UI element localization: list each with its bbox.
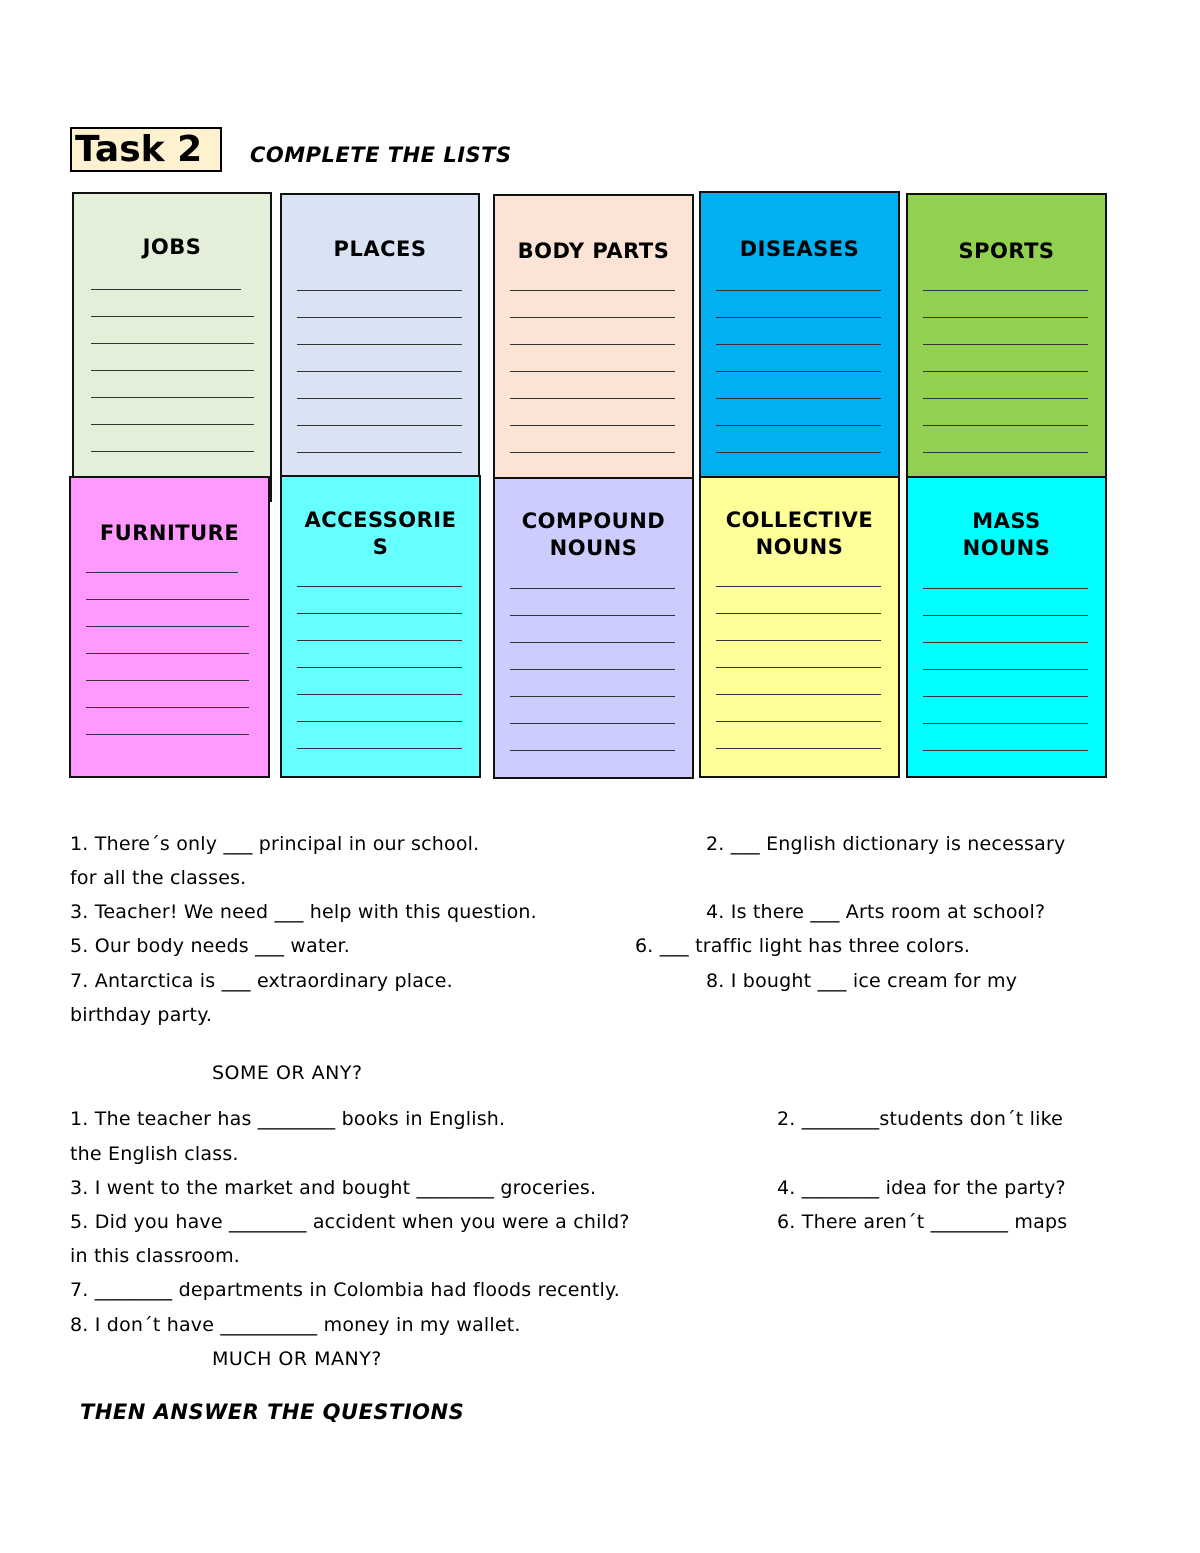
- blank-line[interactable]: [716, 586, 881, 587]
- blank-line[interactable]: [923, 371, 1088, 372]
- blank-line[interactable]: [86, 707, 249, 708]
- blank-line[interactable]: [716, 290, 881, 291]
- blank-line[interactable]: [923, 723, 1088, 724]
- blank-line[interactable]: [716, 748, 881, 749]
- blank-line[interactable]: [297, 640, 462, 641]
- blank-line[interactable]: [91, 289, 241, 290]
- blank-line[interactable]: [716, 371, 881, 372]
- blank-line[interactable]: [510, 723, 675, 724]
- blank-line[interactable]: [716, 640, 881, 641]
- blank-line[interactable]: [923, 452, 1088, 453]
- blank-line[interactable]: [297, 290, 462, 291]
- blank-line[interactable]: [510, 398, 675, 399]
- card-title-accessories-line1: ACCESSORIE: [304, 508, 457, 532]
- card-title-sports: SPORTS: [958, 239, 1055, 263]
- some-any-question-6: 6. There aren´t ________ maps: [777, 1211, 1068, 1233]
- blank-line[interactable]: [923, 344, 1088, 345]
- task-label: Task 2: [70, 127, 222, 172]
- card-title-diseases: DISEASES: [739, 237, 860, 261]
- blank-line[interactable]: [923, 642, 1088, 643]
- blank-line[interactable]: [297, 586, 462, 587]
- blank-line[interactable]: [510, 750, 675, 751]
- blank-line[interactable]: [923, 615, 1088, 616]
- blank-line[interactable]: [297, 398, 462, 399]
- card-collective-nouns: [699, 476, 900, 778]
- task-heading: COMPLETE THE LISTS: [250, 143, 512, 167]
- blank-line[interactable]: [716, 721, 881, 722]
- blank-line[interactable]: [297, 613, 462, 614]
- blank-line[interactable]: [510, 317, 675, 318]
- blank-line[interactable]: [510, 425, 675, 426]
- blank-line[interactable]: [716, 694, 881, 695]
- some-any-question-5: 5. Did you have ________ accident when you were a child?: [70, 1211, 630, 1233]
- article-question-1: 1. There´s only ___ principal in our school.: [70, 833, 480, 855]
- blank-line[interactable]: [716, 398, 881, 399]
- blank-line[interactable]: [91, 397, 254, 398]
- blank-line[interactable]: [91, 370, 254, 371]
- card-accessories: [280, 475, 481, 778]
- card-title-accessories-line2: S: [372, 535, 389, 559]
- blank-line[interactable]: [510, 452, 675, 453]
- card-sports: [906, 193, 1107, 483]
- article-question-6: 6. ___ traffic light has three colors.: [635, 935, 971, 957]
- card-body-parts: [493, 194, 694, 484]
- blank-line[interactable]: [510, 344, 675, 345]
- blank-line[interactable]: [510, 696, 675, 697]
- card-furniture: [69, 476, 270, 778]
- blank-line[interactable]: [91, 424, 254, 425]
- some-any-question-1: 1. The teacher has ________ books in English.: [70, 1108, 506, 1130]
- blank-line[interactable]: [923, 669, 1088, 670]
- blank-line[interactable]: [86, 734, 249, 735]
- some-any-question-3: 3. I went to the market and bought ________ groceries.: [70, 1177, 597, 1199]
- blank-line[interactable]: [716, 344, 881, 345]
- card-title-furniture: FURNITURE: [99, 521, 240, 545]
- article-question-4: 4. Is there ___ Arts room at school?: [706, 901, 1046, 923]
- blank-line[interactable]: [923, 317, 1088, 318]
- some-any-question-4: 4. ________ idea for the party?: [777, 1177, 1066, 1199]
- card-title-body-parts: BODY PARTS: [517, 239, 670, 263]
- article-question-7: 7. Antarctica is ___ extraordinary place.: [70, 970, 453, 992]
- blank-line[interactable]: [297, 317, 462, 318]
- blank-line[interactable]: [923, 398, 1088, 399]
- card-compound-nouns: [493, 477, 694, 779]
- blank-line[interactable]: [297, 371, 462, 372]
- blank-line[interactable]: [510, 615, 675, 616]
- some-any-question-7: 7. ________ departments in Colombia had floods recently.: [70, 1279, 621, 1301]
- card-places: [280, 193, 480, 483]
- article-question-8-cont: birthday party.: [70, 1004, 213, 1026]
- card-title-mass-line1: MASS: [972, 509, 1041, 533]
- blank-line[interactable]: [86, 653, 249, 654]
- blank-line[interactable]: [297, 425, 462, 426]
- blank-line[interactable]: [510, 371, 675, 372]
- blank-line[interactable]: [923, 290, 1088, 291]
- blank-line[interactable]: [91, 343, 254, 344]
- card-title-compound-line1: COMPOUND: [521, 509, 666, 533]
- card-title-mass-line2: NOUNS: [962, 536, 1051, 560]
- some-any-label: SOME OR ANY?: [212, 1062, 363, 1084]
- blank-line[interactable]: [297, 694, 462, 695]
- blank-line[interactable]: [297, 748, 462, 749]
- article-question-2: 2. ___ English dictionary is necessary: [706, 833, 1066, 855]
- blank-line[interactable]: [510, 642, 675, 643]
- blank-line[interactable]: [716, 667, 881, 668]
- article-question-2-cont: for all the classes.: [70, 867, 247, 889]
- blank-line[interactable]: [510, 588, 675, 589]
- blank-line[interactable]: [923, 588, 1088, 589]
- card-title-places: PLACES: [333, 237, 427, 261]
- card-title-jobs: JOBS: [142, 235, 202, 259]
- blank-line[interactable]: [716, 613, 881, 614]
- article-question-3: 3. Teacher! We need ___ help with this question.: [70, 901, 537, 923]
- some-any-question-8: 8. I don´t have __________ money in my wallet.: [70, 1314, 521, 1336]
- blank-line[interactable]: [297, 452, 462, 453]
- blank-line[interactable]: [91, 316, 254, 317]
- card-title-compound-line2: NOUNS: [549, 536, 638, 560]
- blank-line[interactable]: [91, 451, 254, 452]
- blank-line[interactable]: [86, 680, 249, 681]
- card-title-collective-line2: NOUNS: [755, 535, 844, 559]
- blank-line[interactable]: [510, 290, 675, 291]
- blank-line[interactable]: [297, 667, 462, 668]
- article-question-5: 5. Our body needs ___ water.: [70, 935, 351, 957]
- blank-line[interactable]: [716, 425, 881, 426]
- some-any-question-2: 2. ________students don´t like: [777, 1108, 1064, 1130]
- blank-line[interactable]: [510, 669, 675, 670]
- blank-line[interactable]: [86, 572, 238, 573]
- blank-line[interactable]: [923, 696, 1088, 697]
- card-mass-nouns: [906, 476, 1107, 778]
- much-many-label: MUCH OR MANY?: [212, 1348, 382, 1370]
- blank-line[interactable]: [716, 317, 881, 318]
- article-question-8: 8. I bought ___ ice cream for my: [706, 970, 1018, 992]
- blank-line[interactable]: [923, 750, 1088, 751]
- blank-line[interactable]: [297, 721, 462, 722]
- card-title-collective-line1: COLLECTIVE: [725, 508, 874, 532]
- blank-line[interactable]: [923, 425, 1088, 426]
- blank-line[interactable]: [86, 626, 249, 627]
- blank-line[interactable]: [86, 599, 249, 600]
- card-jobs: [72, 192, 272, 502]
- some-any-question-6-cont: in this classroom.: [70, 1245, 241, 1267]
- card-diseases: [699, 191, 900, 481]
- blank-line[interactable]: [297, 344, 462, 345]
- some-any-question-2-cont: the English class.: [70, 1143, 239, 1165]
- blank-line[interactable]: [716, 452, 881, 453]
- final-heading: THEN ANSWER THE QUESTIONS: [80, 1400, 465, 1424]
